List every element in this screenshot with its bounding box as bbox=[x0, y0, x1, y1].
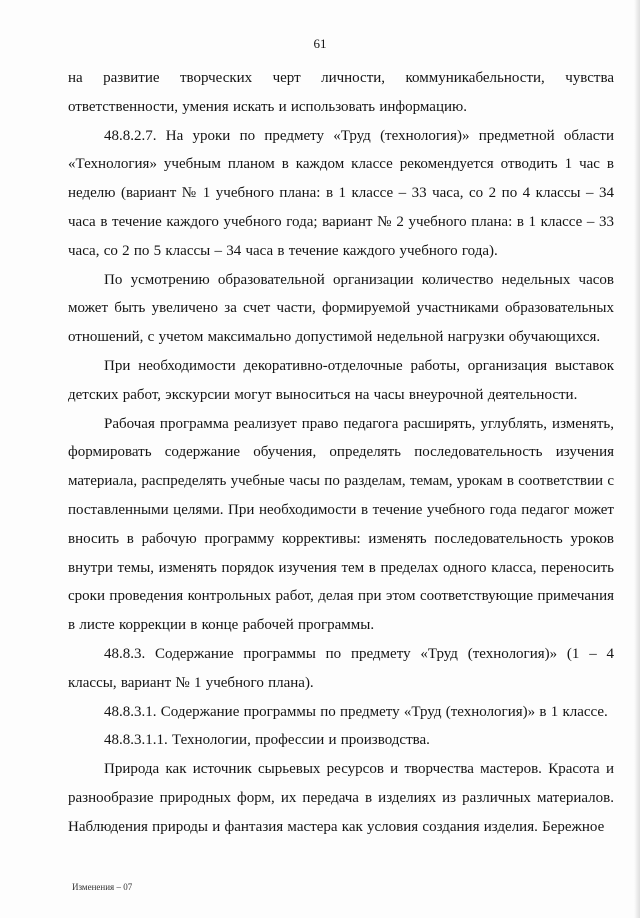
paragraph-48-8-3-1-1: 48.8.3.1.1. Технологии, профессии и производства. bbox=[104, 732, 430, 749]
paragraph-48-8-3: 48.8.3. Содержание программы по предмету «Труд (технология)» (1 – 4 классы, вариант № 1 учебного плана). bbox=[68, 645, 614, 691]
paragraph-hours-increase: По усмотрению образовательной организации количество недельных часов может быть увеличено за счет части, формируемой участниками образовательных отношений, с учетом максимально допустимой недельной нагрузки обучающихся. bbox=[68, 271, 614, 346]
paragraph-nature: Природа как источник сырьевых ресурсов и творчества мастеров. Красота и разнообразие природных форм, их передача в изделиях из различных материалов. Наблюдения природы и фантазия мастера как условия создания изделия. Бережное bbox=[68, 761, 614, 835]
paragraph-extracurricular: При необходимости декоративно-отделочные работы, организация выставок детских работ, экскурсии могут выноситься на часы внеурочной деятельности. bbox=[68, 357, 614, 403]
footer-note: Изменения – 07 bbox=[72, 882, 133, 892]
scan-edge-shadow bbox=[634, 0, 640, 918]
paragraph-48-8-2-7: 48.8.2.7. На уроки по предмету «Труд (технология)» предметной области «Технология» учебным планом в каждом классе рекомендуется отводить 1 час в неделю (вариант № 1 учебного плана: в 1 классе – 33 часа, со 2 по 4 классы – 34 часа в течение каждого учебного года; вариант № 2 учебного плана: в 1 классе – 33 часа, со 2 по 5 классы – 34 часа в течение каждого учебного года). bbox=[68, 127, 614, 259]
paragraph-work-program: Рабочая программа реализует право педагога расширять, углублять, изменять, формировать содержание обучения, определять последовательность изучения материала, распределять учебные часы по разделам, темам, урокам в соответствии с поставленными целями. При необходимости в течение учебного года педагог может вносить в рабочую программу коррективы: изменять последовательность уроков внутри темы, изменять порядок изучения тем в пределах одного класса, переносить сроки проведения контрольных работ, делая при этом соответствующие примечания в листе коррекции в конце рабочей программы. bbox=[68, 415, 614, 634]
page-number: 61 bbox=[313, 36, 327, 51]
paragraph-continuation: на развитие творческих черт личности, коммуникабельности, чувства ответственности, умения искать и использовать информацию. bbox=[68, 70, 614, 115]
paragraph-48-8-3-1: 48.8.3.1. Содержание программы по предмету «Труд (технология)» в 1 классе. bbox=[104, 703, 608, 720]
document-body bbox=[68, 64, 614, 842]
